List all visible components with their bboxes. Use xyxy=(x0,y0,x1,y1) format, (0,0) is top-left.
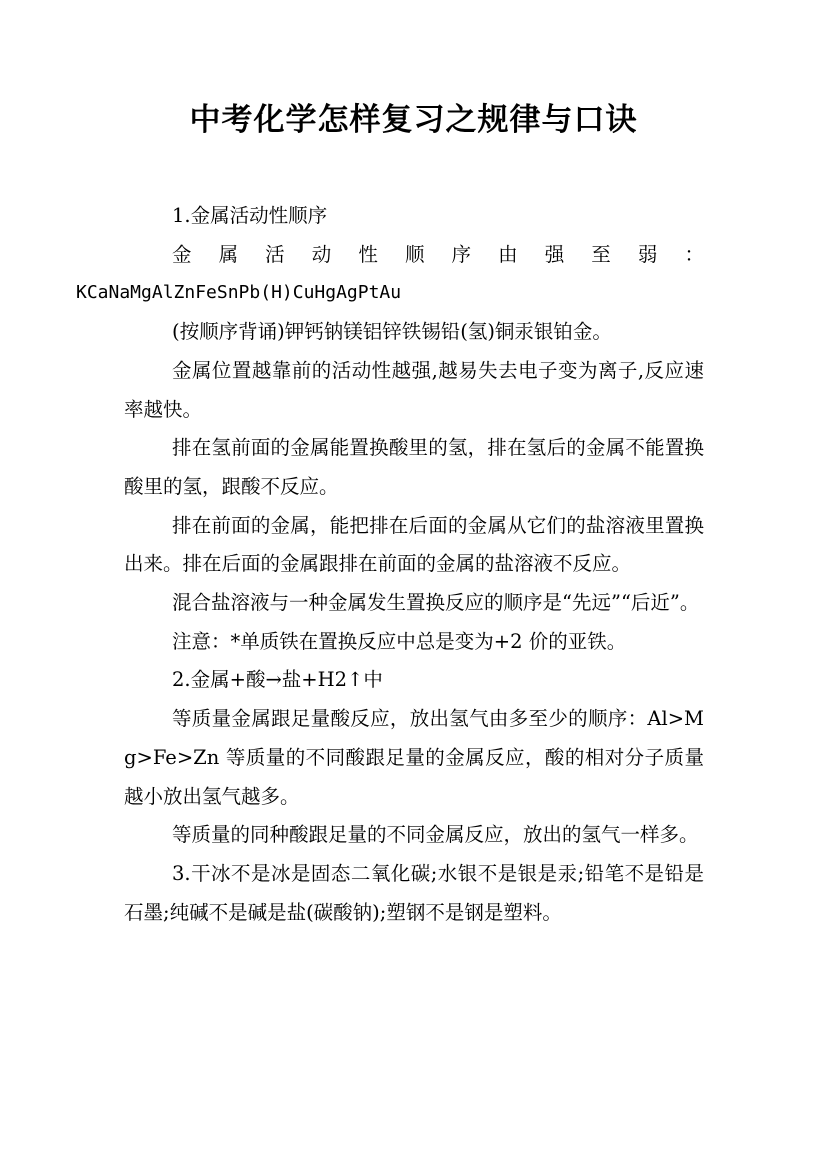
hydrogen-amount-paragraph: 等质量金属跟足量酸反应，放出氢气由多至少的顺序：Al>Mg>Fe>Zn 等质量的不同酸跟足量的金属反应，酸的相对分子质量越小放出氢气越多。 xyxy=(124,707,704,808)
hydrogen-displacement-paragraph: 排在氢前面的金属能置换酸里的氢，排在氢后的金属不能置换酸里的氢，跟酸不反应。 xyxy=(124,436,704,498)
salt-displacement-paragraph: 排在前面的金属，能把排在后面的金属从它们的盐溶液里置换出来。排在后面的金属跟排在前面的金属的盐溶液不反应。 xyxy=(124,513,704,576)
same-acid-paragraph: 等质量的同种酸跟足量的不同金属反应，放出的氢气一样多。 xyxy=(172,823,699,847)
section-heading-metal-activity: 1.金属活动性顺序 xyxy=(172,204,328,227)
mixed-salt-order-paragraph: 混合盐溶液与一种金属发生置换反应的顺序是“先远”“后近”。 xyxy=(172,591,700,615)
section-heading-metal-acid: 2.金属+酸→盐+H2↑中 xyxy=(172,668,383,692)
metal-activity-order-intro: 金属活动性顺序由强至弱： xyxy=(172,242,704,266)
activity-rule-paragraph: 金属位置越靠前的活动性越强,越易失去电子变为离子,反应速率越快。 xyxy=(124,358,704,421)
misnomer-paragraph: 3.干冰不是冰是固态二氧化碳;水银不是银是汞;铅笔不是铅是石墨;纯碱不是碱是盐(碳酸钠);塑钢不是钢是塑料。 xyxy=(124,861,704,924)
metal-activity-order-symbols: KCaNaMgAlZnFeSnPb(H)CuHgAgPtAu xyxy=(76,282,402,304)
metal-activity-order-paragraph xyxy=(76,236,704,313)
document-body xyxy=(76,197,704,932)
document-title: 中考化学怎样复习之规律与口诀 xyxy=(189,102,638,138)
metal-activity-order-mnemonic: (按顺序背诵)钾钙钠镁铝锌铁锡铅(氢)铜汞银铂金。 xyxy=(172,320,612,344)
iron-note-paragraph: 注意：*单质铁在置换反应中总是变为+2 价的亚铁。 xyxy=(172,629,627,653)
